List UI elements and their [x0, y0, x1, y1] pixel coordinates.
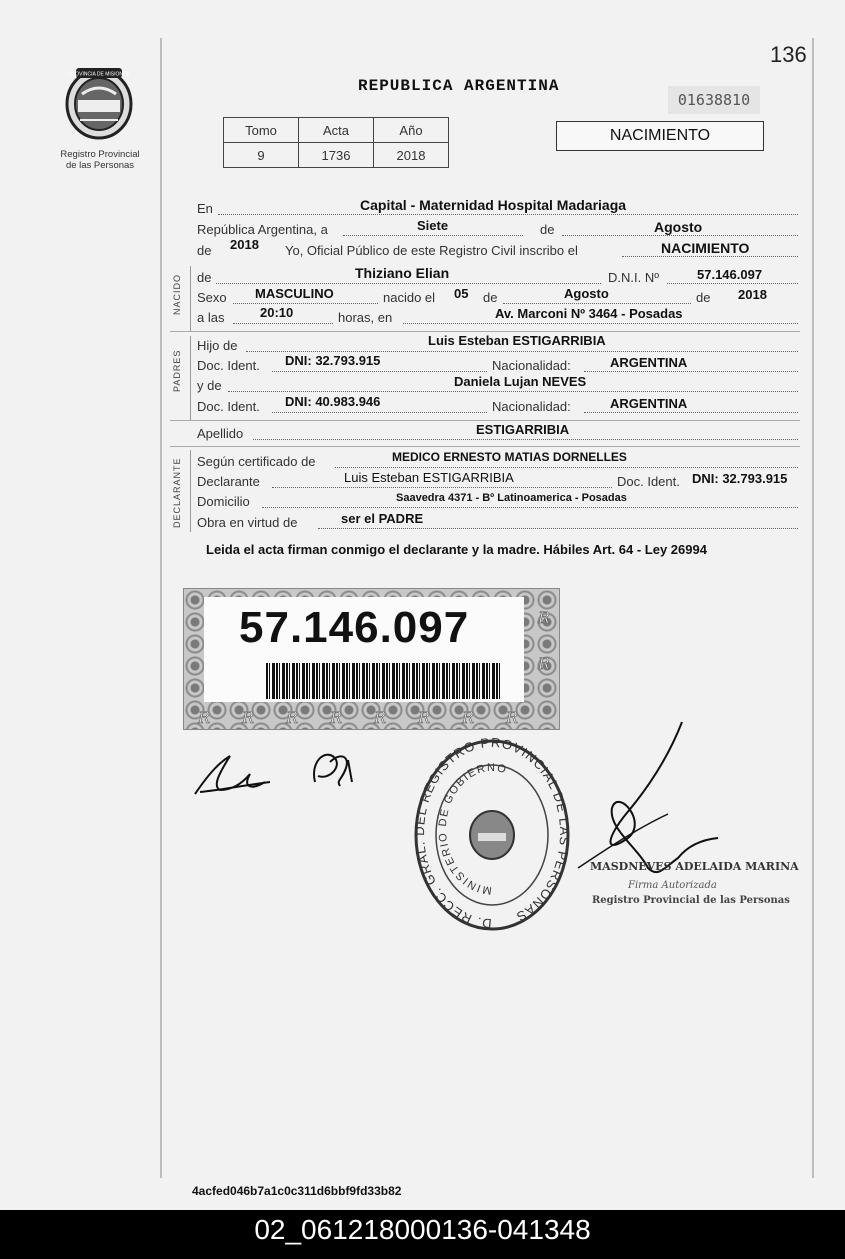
section-divider	[190, 450, 191, 532]
sexo-value: MASCULINO	[255, 286, 334, 301]
dotted-line	[272, 412, 487, 413]
registry-value-acta: 1736	[299, 143, 374, 168]
sexo-label: Sexo	[197, 290, 227, 305]
dotted-line	[335, 467, 798, 468]
dotted-line	[272, 487, 612, 488]
hijo-de-label: Hijo de	[197, 338, 238, 353]
month-value: Agosto	[654, 219, 703, 235]
coat-of-arms-logo	[62, 64, 136, 142]
mother-nationality-value: ARGENTINA	[610, 396, 688, 411]
republica-label: República Argentina, a	[197, 222, 328, 237]
section-separator	[170, 446, 800, 447]
document-title: REPUBLICA ARGENTINA	[358, 77, 560, 95]
registry-header-acta: Acta	[299, 118, 374, 143]
dotted-line	[584, 371, 798, 372]
year-value: 2018	[230, 237, 259, 252]
signer-organization: Registro Provincial de las Personas	[592, 895, 790, 906]
section-divider	[190, 266, 191, 332]
mother-doc-value: DNI: 40.983.946	[285, 394, 381, 409]
mother-name-value: Daniela Lujan NEVES	[454, 374, 587, 389]
de-label: de	[540, 222, 555, 237]
page-left-edge	[160, 38, 162, 1178]
de-label: de	[696, 290, 711, 305]
pattern-letter: R	[462, 708, 475, 727]
domicilio-label: Domicilio	[197, 494, 250, 509]
nacido-side-label: NACIDO	[172, 273, 182, 315]
dotted-line	[262, 507, 798, 508]
obra-value: ser el PADRE	[341, 511, 424, 526]
child-name-value: Thiziano Elian	[355, 265, 450, 281]
pattern-letter: R	[242, 708, 255, 727]
dni-sticker-number: 57.146.097	[239, 603, 470, 652]
father-nationality-value: ARGENTINA	[610, 355, 688, 370]
declarante-value: Luis Esteban ESTIGARRIBIA	[344, 470, 514, 485]
certificate-value: MEDICO ERNESTO MATIAS DORNELLES	[392, 450, 627, 464]
child-dni-value: 57.146.097	[697, 267, 763, 282]
logo-text: PROVINCIA DE MISIONES	[68, 71, 130, 78]
dotted-line	[403, 323, 798, 324]
declarante-doc-value: DNI: 32.793.915	[692, 471, 788, 486]
official-seal	[412, 737, 572, 933]
security-pattern	[184, 589, 559, 729]
section-separator	[170, 331, 800, 332]
dotted-line	[503, 303, 691, 304]
apellido-value: ESTIGARRIBIA	[476, 422, 570, 437]
doc-ident-label: Doc. Ident.	[197, 399, 260, 414]
horas-label: horas, en	[338, 310, 393, 325]
de2-label: de	[197, 243, 212, 258]
dotted-line	[218, 214, 798, 215]
dotted-line	[233, 303, 378, 304]
seal-inner-text: MINISTERIO DE GOBIERNO	[436, 761, 509, 897]
declarant-signatures	[190, 742, 365, 802]
registry-header-tomo: Tomo	[224, 118, 299, 143]
declarante-label: Declarante	[197, 474, 260, 489]
apellido-label: Apellido	[197, 426, 244, 441]
day-value: Siete	[417, 218, 449, 233]
birth-address-value: Av. Marconi Nº 3464 - Posadas	[495, 306, 683, 321]
dotted-line	[228, 391, 798, 392]
pattern-letter: R	[538, 608, 551, 627]
segun-certificado-label: Según certificado de	[197, 454, 316, 469]
dotted-line	[667, 283, 798, 284]
oficial-text: Yo, Oficial Público de este Registro Civil inscribo el	[285, 243, 578, 258]
nacionalidad-label: Nacionalidad:	[492, 358, 571, 373]
place-value: Capital - Maternidad Hospital Madariaga	[360, 197, 627, 213]
inscribe-type-value: NACIMIENTO	[661, 240, 750, 256]
padres-side-label: PADRES	[172, 349, 182, 392]
doc-ident-label: Doc. Ident.	[197, 358, 260, 373]
serial-number: 01638810	[668, 86, 760, 114]
time-value: 20:10	[260, 305, 294, 320]
father-name-value: Luis Esteban ESTIGARRIBIA	[428, 333, 606, 348]
dotted-line	[622, 256, 798, 257]
closing-note: Leida el acta firman conmigo el declarante y la madre. Hábiles Art. 64 - Ley 26994	[206, 542, 707, 557]
dotted-line	[584, 412, 798, 413]
pattern-letter: R	[330, 708, 343, 727]
registry-value-ano: 2018	[374, 143, 449, 168]
logo-caption-line2: de las Personas	[65, 160, 135, 171]
birth-day-value: 05	[454, 286, 469, 301]
dotted-line	[272, 371, 487, 372]
dotted-line	[318, 528, 798, 529]
dotted-line	[246, 351, 798, 352]
section-separator	[170, 420, 800, 421]
logo-caption-line1: Registro Provincial	[60, 149, 140, 160]
pattern-letter: R	[286, 708, 299, 727]
pattern-letter: R	[506, 708, 519, 727]
official-signature	[568, 718, 778, 878]
pattern-letter: R	[198, 708, 211, 727]
dotted-line	[343, 235, 523, 236]
father-doc-value: DNI: 32.793.915	[285, 353, 381, 368]
registry-value-tomo: 9	[224, 143, 299, 168]
dotted-line	[562, 235, 798, 236]
birth-month-value: Agosto	[564, 286, 609, 301]
page-number: 136	[770, 42, 807, 67]
a-las-label: a las	[197, 310, 225, 325]
file-name-bar: 02_061218000136-041348	[0, 1210, 845, 1259]
registry-table	[223, 117, 449, 168]
domicilio-value: Saavedra 4371 - Bº Latinoamerica - Posadas	[396, 492, 627, 504]
pattern-letter: R	[418, 708, 431, 727]
en-label: En	[197, 201, 213, 216]
dotted-line	[233, 323, 333, 324]
de-label: de	[483, 290, 498, 305]
page-right-edge	[812, 38, 814, 1178]
pattern-letter: R	[374, 708, 387, 727]
nacido-el-label: nacido el	[383, 290, 436, 305]
act-type-box: NACIMIENTO	[556, 121, 764, 151]
dni-sticker	[183, 588, 560, 730]
registry-header-ano: Año	[374, 118, 449, 143]
birth-year-value: 2018	[738, 287, 767, 302]
pattern-letter: R	[538, 654, 551, 673]
signer-role: Firma Autorizada	[628, 880, 717, 891]
y-de-label: y de	[197, 378, 222, 393]
dotted-line	[253, 439, 798, 440]
obra-label: Obra en virtud de	[197, 515, 298, 530]
doc-ident-label: Doc. Ident.	[617, 474, 680, 489]
seal-outer-text: D. RECC. GRAL. DEL REGISTRO PROVINCIAL DE LAS PERSONAS	[412, 737, 572, 932]
nacionalidad-label: Nacionalidad:	[492, 399, 571, 414]
section-divider	[190, 336, 191, 420]
dni-label: D.N.I. Nº	[608, 270, 659, 285]
dotted-line	[216, 283, 601, 284]
declarante-side-label: DECLARANTE	[172, 457, 182, 528]
signer-name: MASDNEVES ADELAIDA MARINA	[590, 860, 799, 873]
document-hash: 4acfed046b7a1c0c311d6bbf9fd33b82	[192, 1184, 402, 1198]
de-label: de	[197, 270, 212, 285]
logo-caption	[48, 149, 152, 171]
